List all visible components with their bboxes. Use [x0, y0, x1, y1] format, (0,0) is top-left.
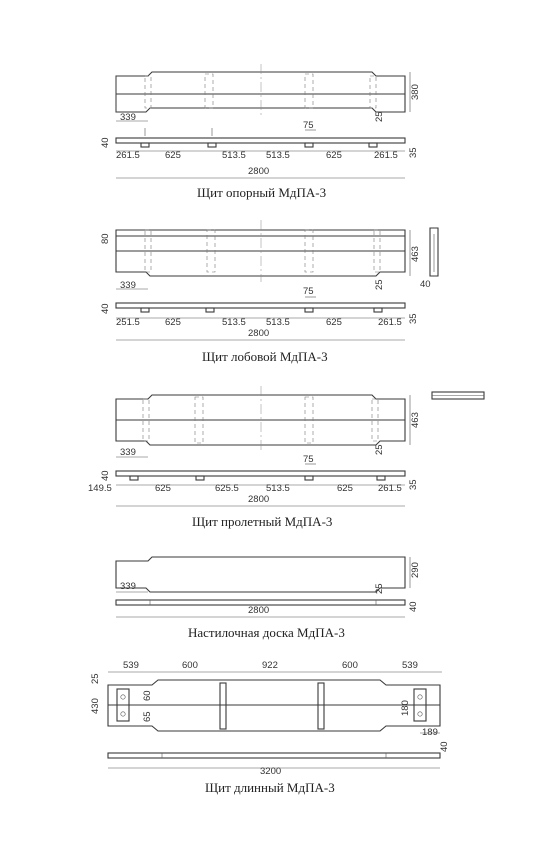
dim-290: 290 [410, 562, 421, 578]
caption-4: Настилочная доска МдПА-3 [188, 625, 345, 640]
dim-40-side: 40 [420, 279, 431, 290]
caption-1: Щит опорный МдПА-3 [197, 185, 327, 200]
dim-80: 80 [100, 233, 111, 244]
panel-support-shield [100, 64, 421, 200]
dim-75: 75 [303, 120, 314, 131]
dim-total: 2800 [248, 494, 270, 505]
dim-d: 513.5 [266, 317, 290, 328]
dim-f: 261.5 [378, 483, 402, 494]
dim-f: 261.5 [374, 150, 398, 161]
dim-35: 35 [408, 147, 419, 158]
dim-40: 40 [408, 601, 419, 612]
caption-5: Щит длинный МдПА-3 [205, 780, 335, 795]
dim-f: 261.5 [378, 317, 402, 328]
dim-60: 60 [142, 690, 153, 701]
dim-c: 513.5 [222, 150, 246, 161]
dim-b: 625 [165, 317, 181, 328]
dim-e: 625 [326, 150, 342, 161]
dim-total: 2800 [248, 166, 270, 177]
dim-463: 463 [410, 246, 421, 262]
dim-c: 513.5 [222, 317, 246, 328]
dim-75: 75 [303, 454, 314, 465]
panel-front-shield [100, 220, 438, 364]
dim-total: 2800 [248, 605, 270, 616]
dim-total: 3200 [260, 766, 282, 777]
dim-430: 430 [90, 698, 101, 714]
dim-339: 339 [120, 112, 136, 123]
panel-long-shield [90, 660, 450, 795]
dim-180: 180 [400, 700, 411, 716]
dim-b: 625 [165, 150, 181, 161]
dim-189: 189 [422, 727, 438, 738]
dim-25: 25 [374, 111, 385, 122]
dim-e: 625 [326, 317, 342, 328]
dim-40: 40 [100, 303, 111, 314]
dim-75: 75 [303, 286, 314, 297]
dim-d: 513.5 [266, 483, 290, 494]
dim-a: 149.5 [88, 483, 112, 494]
dim-40: 40 [100, 470, 111, 481]
dim-c: 625.5 [215, 483, 239, 494]
dim-a: 261.5 [116, 150, 140, 161]
dim-65: 65 [142, 711, 153, 722]
dim-b: 625 [155, 483, 171, 494]
dim-25: 25 [374, 279, 385, 290]
dim-a: 251.5 [116, 317, 140, 328]
dim-539a: 539 [123, 660, 139, 671]
caption-2: Щит лобовой МдПА-3 [202, 349, 328, 364]
dim-539b: 539 [402, 660, 418, 671]
dim-339: 339 [120, 280, 136, 291]
dim-25: 25 [90, 673, 101, 684]
dim-40: 40 [439, 741, 450, 752]
dim-339: 339 [120, 581, 136, 592]
dim-25: 25 [374, 583, 385, 594]
dim-40: 40 [100, 137, 111, 148]
dim-600a: 600 [182, 660, 198, 671]
dim-total: 2800 [248, 328, 270, 339]
dim-463: 463 [410, 412, 421, 428]
dim-339: 339 [120, 447, 136, 458]
dim-380: 380 [410, 84, 421, 100]
caption-3: Щит пролетный МдПА-3 [192, 514, 333, 529]
dim-25: 25 [374, 444, 385, 455]
dim-922: 922 [262, 660, 278, 671]
panel-deck-board [116, 557, 421, 640]
panel-span-shield [88, 386, 484, 529]
dim-35: 35 [408, 479, 419, 490]
dim-e: 625 [337, 483, 353, 494]
dim-35: 35 [408, 313, 419, 324]
dim-600b: 600 [342, 660, 358, 671]
dim-d: 513.5 [266, 150, 290, 161]
